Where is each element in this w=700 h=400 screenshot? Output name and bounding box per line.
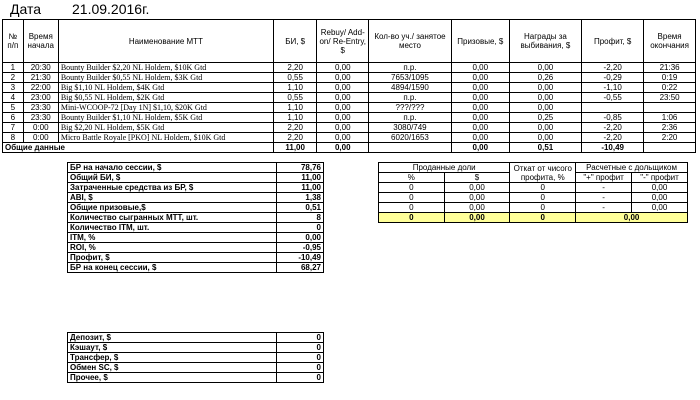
stat-row (68, 163, 324, 173)
stat-row (68, 233, 324, 243)
row-rebuy: 0,00 (317, 133, 369, 143)
row-prize: 0,00 (451, 83, 509, 93)
row-prize: 0,00 (451, 93, 509, 103)
row-place: ???/??? (369, 103, 452, 113)
col-rebuy: Rebuy/ Add-on/ Re-Entry, $ (317, 20, 369, 63)
row-name: Big $2,20 NL Holdem, $5K Gtd (58, 123, 273, 133)
stat-row (68, 243, 324, 253)
table-row (3, 133, 696, 143)
stat-row (68, 223, 324, 233)
stat-row (68, 343, 324, 353)
stat-label: ABI, $ (68, 193, 277, 203)
row-bounty: 0,25 (509, 113, 581, 123)
row-bi: 2,20 (273, 123, 316, 133)
stat-value: 11,00 (277, 183, 324, 193)
stat-value: 0 (277, 363, 324, 373)
stat-label: БР на конец сессии, $ (68, 263, 277, 273)
row-place: 7653/1095 (369, 73, 452, 83)
row-rebuy: 0,00 (317, 93, 369, 103)
row-bounty: 0,00 (509, 93, 581, 103)
stat-value: -10,49 (277, 253, 324, 263)
row-name: Bounty Builder $0,55 NL Holdem, $3K Gtd (58, 73, 273, 83)
row-name: Bounty Builder $1,10 NL Holdem, $5K Gtd (58, 113, 273, 123)
row-profit: -1,10 (582, 83, 644, 93)
total-prize: 0,00 (451, 143, 509, 153)
table-row (3, 93, 696, 103)
row-profit: -2,20 (582, 123, 644, 133)
stat-value: 68,27 (277, 263, 324, 273)
shares-total-usd: 0,00 (444, 213, 510, 223)
stat-value: 1,38 (277, 193, 324, 203)
row-bounty: 0,26 (509, 73, 581, 83)
row-prize: 0,00 (451, 113, 509, 123)
col-place: Кол-во уч./ занятое место (369, 20, 452, 63)
shares-sub-minus: "-" профит (632, 173, 688, 183)
col-bi: БИ, $ (273, 20, 316, 63)
stat-row (68, 203, 324, 213)
row-end: 0:19 (644, 73, 696, 83)
stat-row (68, 263, 324, 273)
total-end (644, 143, 696, 153)
share-plus: - (576, 193, 632, 203)
shares-total-pct: 0 (379, 213, 445, 223)
table-header-row (3, 20, 696, 63)
table-row (3, 123, 696, 133)
stat-row (68, 183, 324, 193)
share-minus: 0,00 (632, 203, 688, 213)
share-minus: 0,00 (632, 193, 688, 203)
mtt-table (2, 19, 696, 153)
cashflow-table (67, 332, 324, 383)
shares-table (378, 162, 688, 223)
table-row (3, 103, 696, 113)
row-bounty: 0,00 (509, 63, 581, 73)
row-end: 2:36 (644, 123, 696, 133)
row-profit: -2,20 (582, 133, 644, 143)
stat-label: Обмен SC, $ (68, 363, 277, 373)
stat-value: 11,00 (277, 173, 324, 183)
col-bounty: Награды за выбивания, $ (509, 20, 581, 63)
share-usd: 0,00 (444, 183, 510, 193)
stat-label: ROI, % (68, 243, 277, 253)
total-bounty: 0,51 (509, 143, 581, 153)
row-place: п.р. (369, 63, 452, 73)
stat-label: Депозит, $ (68, 333, 277, 343)
row-profit: -0,85 (582, 113, 644, 123)
stat-row (68, 253, 324, 263)
stat-label: Прочее, $ (68, 373, 277, 383)
row-start: 23:30 (23, 113, 58, 123)
stat-row (68, 363, 324, 373)
share-minus: 0,00 (632, 183, 688, 193)
row-bounty: 0,00 (509, 83, 581, 93)
stat-row (68, 193, 324, 203)
row-num: 5 (3, 103, 24, 113)
row-bi: 0,55 (273, 93, 316, 103)
share-usd: 0,00 (444, 203, 510, 213)
date-label: Дата (10, 1, 42, 17)
row-start: 0:00 (23, 133, 58, 143)
stat-label: БР на начало сессии, $ (68, 163, 277, 173)
stat-row (68, 213, 324, 223)
row-end: 2:20 (644, 133, 696, 143)
row-bi: 2,20 (273, 63, 316, 73)
row-num: 6 (3, 113, 24, 123)
table-row (3, 83, 696, 93)
col-num: № п/п (3, 20, 24, 63)
share-plus: - (576, 183, 632, 193)
row-end: 1:06 (644, 113, 696, 123)
row-num: 8 (3, 133, 24, 143)
row-num: 2 (3, 73, 24, 83)
row-name: Bounty Builder $2,20 NL Holdem, $10K Gtd (58, 63, 273, 73)
row-num: 7 (3, 123, 24, 133)
share-pct: 0 (379, 183, 445, 193)
row-prize: 0,00 (451, 133, 509, 143)
stat-row (68, 353, 324, 363)
stat-label: Профит, $ (68, 253, 277, 263)
stat-value: 0 (277, 343, 324, 353)
total-blank (369, 143, 452, 153)
stat-label: Затраченные средства из БР, $ (68, 183, 277, 193)
row-rebuy: 0,00 (317, 123, 369, 133)
row-end (644, 103, 696, 113)
row-num: 3 (3, 83, 24, 93)
row-prize: 0,00 (451, 73, 509, 83)
row-bi: 1,10 (273, 103, 316, 113)
total-rebuy: 0,00 (317, 143, 369, 153)
stat-value: -0,95 (277, 243, 324, 253)
stat-label: Общие призовые,$ (68, 203, 277, 213)
row-place: 6020/1653 (369, 133, 452, 143)
row-place: п.р. (369, 93, 452, 103)
row-prize: 0,00 (451, 103, 509, 113)
stat-label: Кэшаут, $ (68, 343, 277, 353)
total-profit: -10,49 (582, 143, 644, 153)
stat-value: 0,51 (277, 203, 324, 213)
share-pct: 0 (379, 203, 445, 213)
row-profit: -2,20 (582, 63, 644, 73)
row-profit (582, 103, 644, 113)
session-stats-table (67, 162, 324, 273)
row-rebuy: 0,00 (317, 63, 369, 73)
table-row (3, 113, 696, 123)
stat-label: Количество сыгранных МТТ, шт. (68, 213, 277, 223)
share-plus: - (576, 203, 632, 213)
row-prize: 0,00 (451, 123, 509, 133)
row-num: 1 (3, 63, 24, 73)
row-num: 4 (3, 93, 24, 103)
row-bounty: 0,00 (509, 103, 581, 113)
col-profit: Профит, $ (582, 20, 644, 63)
stat-value: 0 (277, 353, 324, 363)
table-row (3, 63, 696, 73)
row-profit: -0,55 (582, 93, 644, 103)
row-profit: -0,29 (582, 73, 644, 83)
shares-row (379, 193, 688, 203)
shares-row (379, 203, 688, 213)
table-row (3, 73, 696, 83)
row-start: 23:30 (23, 103, 58, 113)
row-bounty: 0,00 (509, 123, 581, 133)
row-end: 21:36 (644, 63, 696, 73)
shares-total-settle: 0,00 (576, 213, 688, 223)
stat-value: 0 (277, 223, 324, 233)
shares-sub-pct: % (379, 173, 445, 183)
share-usd: 0,00 (444, 193, 510, 203)
stat-label: ITM, % (68, 233, 277, 243)
col-name: Наименование МТТ (58, 20, 273, 63)
row-place: п.р. (369, 113, 452, 123)
shares-sub-usd: $ (444, 173, 510, 183)
row-start: 20:30 (23, 63, 58, 73)
row-name: Big $1,10 NL Holdem, $4K Gtd (58, 83, 273, 93)
row-bi: 2,20 (273, 133, 316, 143)
row-start: 21:30 (23, 73, 58, 83)
date-value: 21.09.2016г. (72, 1, 150, 17)
share-rollback: 0 (510, 193, 576, 203)
stat-label: Количество ITM, шт. (68, 223, 277, 233)
row-bounty: 0,00 (509, 133, 581, 143)
row-place: 4894/1590 (369, 83, 452, 93)
row-rebuy: 0,00 (317, 83, 369, 93)
col-prize: Призовые, $ (451, 20, 509, 63)
col-end: Время окончания (644, 20, 696, 63)
stat-label: Общий БИ, $ (68, 173, 277, 183)
row-start: 0:00 (23, 123, 58, 133)
stat-row (68, 333, 324, 343)
row-bi: 1,10 (273, 113, 316, 123)
shares-total-row (379, 213, 688, 223)
row-start: 23:00 (23, 93, 58, 103)
row-rebuy: 0,00 (317, 113, 369, 123)
row-name: Mini-WCOOP-72 [Day 1N] $1,10, $20K Gtd (58, 103, 273, 113)
share-pct: 0 (379, 193, 445, 203)
stat-value: 8 (277, 213, 324, 223)
shares-rollback-header: Откат от чисого профита, % (510, 163, 576, 183)
row-place: 3080/749 (369, 123, 452, 133)
share-rollback: 0 (510, 183, 576, 193)
total-row (3, 143, 696, 153)
total-bi: 11,00 (273, 143, 316, 153)
shares-sub-plus: "+" профит (576, 173, 632, 183)
total-label: Общие данные (3, 143, 274, 153)
col-start: Время начала (23, 20, 58, 63)
stat-row (68, 373, 324, 383)
row-bi: 1,10 (273, 83, 316, 93)
row-bi: 0,55 (273, 73, 316, 83)
row-end: 0:22 (644, 83, 696, 93)
row-rebuy: 0,00 (317, 103, 369, 113)
row-rebuy: 0,00 (317, 73, 369, 83)
stat-value: 78,76 (277, 163, 324, 173)
row-start: 22:00 (23, 83, 58, 93)
row-end: 23:50 (644, 93, 696, 103)
shares-row (379, 183, 688, 193)
share-rollback: 0 (510, 203, 576, 213)
shares-settle-header: Расчетные с дольщиком (576, 163, 688, 173)
stat-label: Трансфер, $ (68, 353, 277, 363)
stat-value: 0,00 (277, 233, 324, 243)
row-name: Micro Battle Royale [PKO] NL Holdem, $10K Gtd (58, 133, 273, 143)
stat-value: 0 (277, 373, 324, 383)
shares-sold-header: Проданные доли (379, 163, 510, 173)
row-prize: 0,00 (451, 63, 509, 73)
stat-value: 0 (277, 333, 324, 343)
stat-row (68, 173, 324, 183)
shares-total-rollback: 0 (510, 213, 576, 223)
row-name: Big $0,55 NL Holdem, $2K Gtd (58, 93, 273, 103)
